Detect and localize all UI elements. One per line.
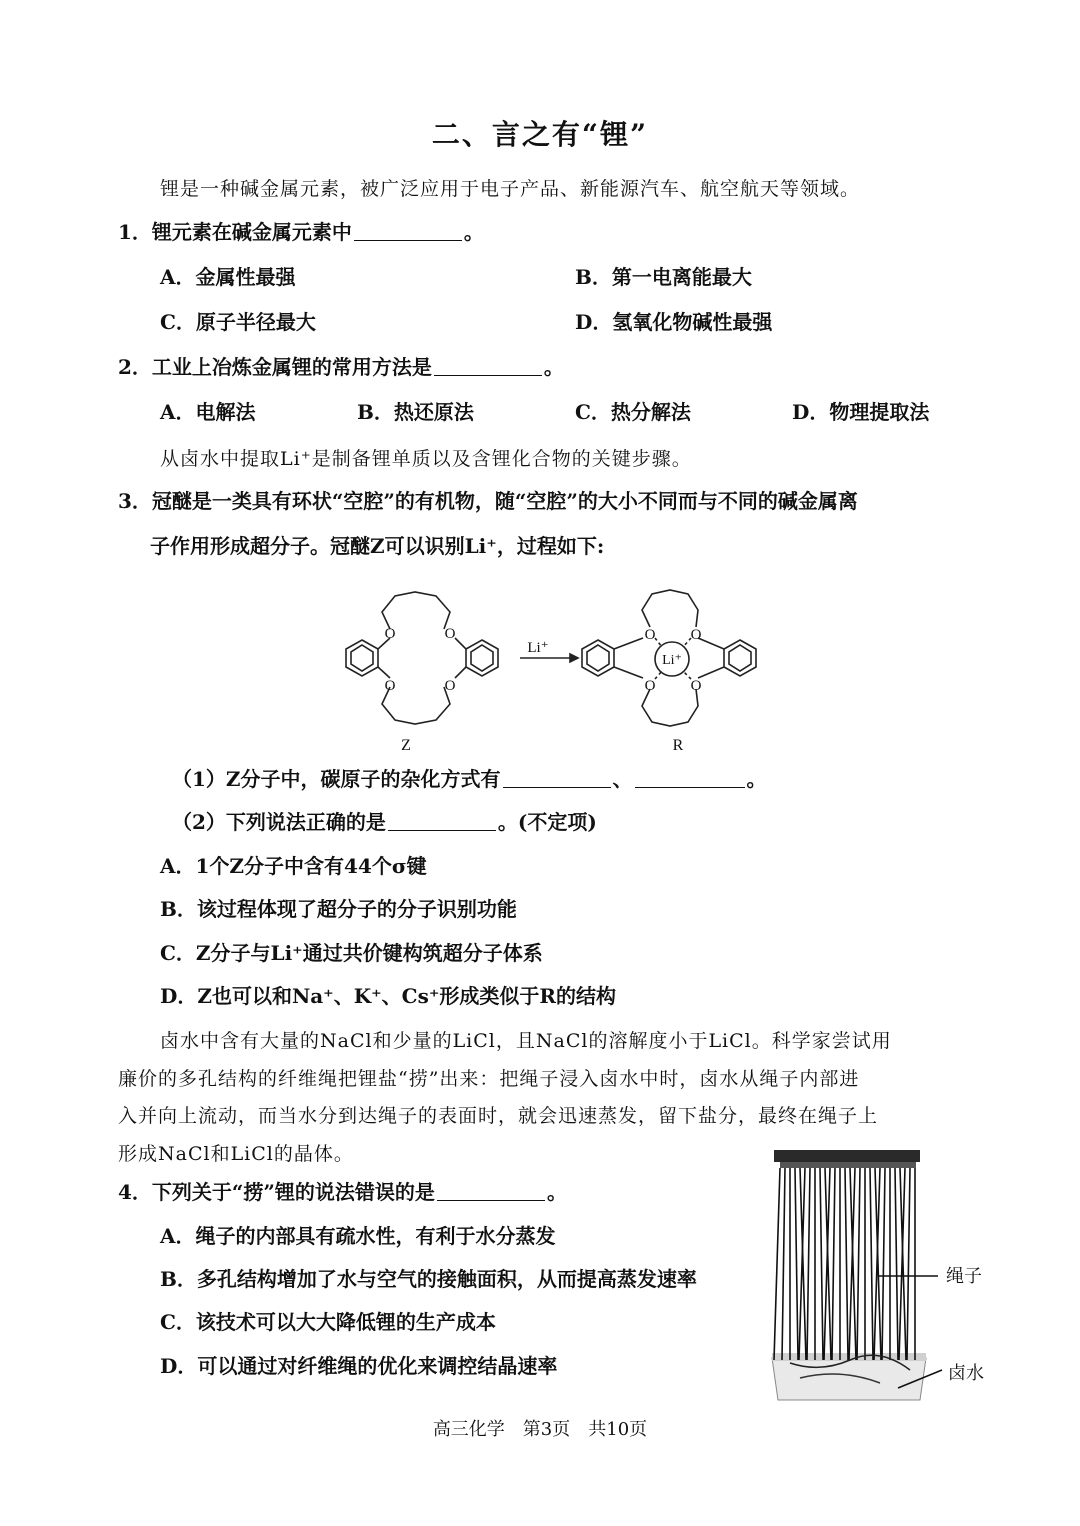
q4-option-d[interactable]: D．可以通过对纤维绳的优化来调控结晶速率	[160, 1354, 558, 1378]
q2-option-c[interactable]: C．热分解法	[575, 400, 691, 424]
q3-option-b[interactable]: B．该过程体现了超分子的分子识别功能	[160, 897, 517, 921]
page-footer: 高三化学 第3页 共10页	[432, 1419, 648, 1440]
z-oxygen-2: O	[444, 626, 456, 642]
q2-option-d[interactable]: D．物理提取法	[792, 400, 930, 424]
q4-option-a[interactable]: A．绳子的内部具有疏水性，有利于水分蒸发	[160, 1224, 556, 1248]
r-right-benzene-ring	[724, 640, 756, 676]
r-oxygen-2: O	[690, 627, 702, 643]
intro-paragraph: 锂是一种碱金属元素，被广泛应用于电子产品、新能源汽车、航空航天等领域。	[160, 178, 861, 200]
paragraph-rope-line1: 卤水中含有大量的NaCl和少量的LiCl，且NaCl的溶解度小于LiCl。科学家尝试用	[160, 1030, 892, 1052]
q3-option-a[interactable]: A．1个Z分子中含有44个σ键	[160, 854, 427, 878]
q4-answer-blank[interactable]	[437, 1182, 545, 1201]
z-oxygen-3: O	[384, 678, 396, 694]
q2-answer-blank[interactable]	[434, 357, 542, 376]
z-oxygen-4: O	[444, 678, 456, 694]
q3-sub1-blank-1[interactable]	[503, 769, 611, 788]
q4-option-b[interactable]: B．多孔结构增加了水与空气的接触面积，从而提高蒸发速率	[160, 1267, 697, 1291]
r-oxygen-3: O	[644, 678, 656, 694]
paragraph-rope-line3: 入并向上流动，而当水分到达绳子的表面时，就会迅速蒸发，留下盐分，最终在绳子上	[118, 1105, 879, 1127]
q3-sub1: （1）Z分子中，碳原子的杂化方式有 、 。	[172, 767, 767, 791]
section-title: 二、言之有“锂”	[431, 118, 649, 151]
r-center-ion: Li⁺	[662, 653, 682, 668]
q3-option-d[interactable]: D．Z也可以和Na⁺、K⁺、Cs⁺形成类似于R的结构	[160, 984, 617, 1008]
rope-photo	[770, 1148, 1000, 1406]
q1-option-c[interactable]: C．原子半径最大	[160, 310, 316, 334]
q3-stem-line2: 子作用形成超分子。冠醚Z可以识别Li⁺，过程如下:	[150, 534, 605, 558]
paragraph-extraction: 从卤水中提取Li⁺是制备锂单质以及含锂化合物的关键步骤。	[160, 448, 692, 470]
z-oxygen-1: O	[384, 626, 396, 642]
q1-option-b[interactable]: B．第一电离能最大	[575, 265, 752, 289]
q2-option-a[interactable]: A．电解法	[160, 400, 256, 424]
q3-sub2: （2）下列说法正确的是 。(不定项)	[172, 810, 597, 834]
r-oxygen-4: O	[690, 678, 702, 694]
r-oxygen-1: O	[644, 627, 656, 643]
q2-option-b[interactable]: B．热还原法	[357, 400, 474, 424]
paragraph-rope-line4: 形成NaCl和LiCl的晶体。	[118, 1143, 354, 1165]
arrow-label: Li⁺	[527, 640, 549, 656]
q1-option-a[interactable]: A．金属性最强	[160, 265, 296, 289]
paragraph-rope-line2: 廉价的多孔结构的纤维绳把锂盐“捞”出来：把绳子浸入卤水中时，卤水从绳子内部进	[118, 1068, 860, 1090]
z-right-benzene-ring	[466, 640, 498, 676]
q3-option-c[interactable]: C．Z分子与Li⁺通过共价键构筑超分子体系	[160, 941, 543, 965]
r-left-benzene-ring	[582, 640, 614, 676]
z-label: Z	[401, 737, 411, 754]
q3-sub1-blank-2[interactable]	[635, 769, 745, 788]
q1-stem: 1．锂元素在碱金属元素中 。	[118, 220, 484, 244]
q2-stem: 2．工业上冶炼金属锂的常用方法是 。	[118, 355, 564, 379]
label-rope: 绳子	[946, 1266, 982, 1286]
q1-answer-blank[interactable]	[354, 222, 462, 241]
label-brine: 卤水	[948, 1363, 984, 1383]
q4-option-c[interactable]: C．该技术可以大大降低锂的生产成本	[160, 1310, 496, 1334]
r-label: R	[672, 737, 684, 754]
q3-stem-line1: 3．冠醚是一类具有环状“空腔”的有机物，随“空腔”的大小不同而与不同的碱金属离	[118, 489, 858, 513]
q4-stem: 4．下列关于“捞”锂的说法错误的是 。	[118, 1180, 567, 1204]
crown-ether-reaction-diagram	[300, 582, 780, 757]
q1-option-d[interactable]: D．氢氧化物碱性最强	[575, 310, 773, 334]
z-left-benzene-ring	[346, 640, 378, 676]
q3-sub2-blank[interactable]	[388, 812, 496, 831]
